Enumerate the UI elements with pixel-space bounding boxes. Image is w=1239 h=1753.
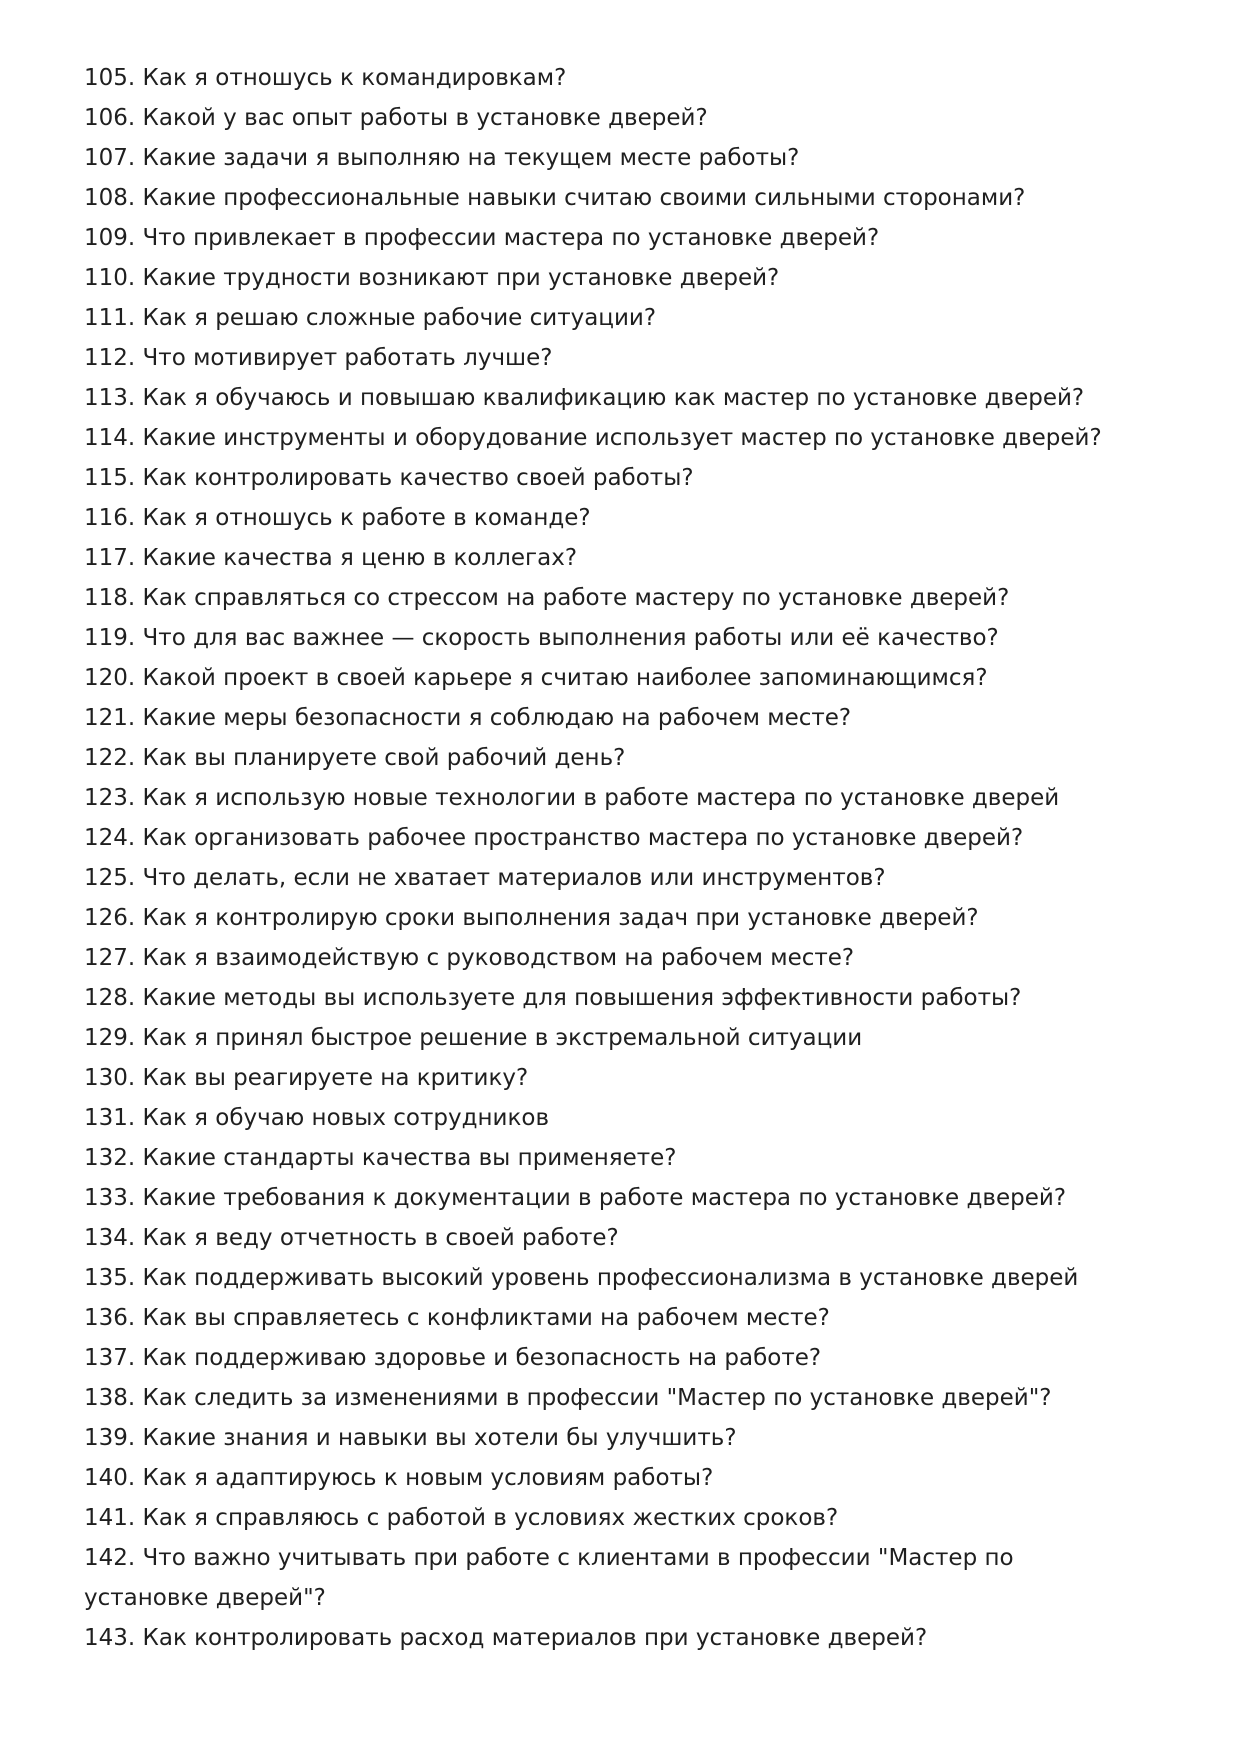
question-item (84, 978, 1124, 1018)
question-number: 130. (84, 1065, 136, 1091)
question-number: 137. (84, 1345, 136, 1371)
question-number: 114. (84, 425, 136, 451)
question-text: Какие трудности возникают при установке дверей? (142, 265, 780, 291)
question-number: 136. (84, 1305, 136, 1331)
question-number: 106. (84, 105, 136, 131)
question-item (84, 778, 1124, 818)
question-number: 123. (84, 785, 136, 811)
question-number: 110. (84, 265, 136, 291)
question-number: 119. (84, 625, 136, 651)
question-text: Какие качества я ценю в коллегах? (142, 545, 578, 571)
question-text: Что для вас важнее — скорость выполнения работы или её качество? (142, 625, 999, 651)
question-text: Что привлекает в профессии мастера по установке дверей? (142, 225, 880, 251)
question-item (84, 1498, 1124, 1538)
question-item (84, 578, 1124, 618)
question-number: 141. (84, 1505, 136, 1531)
question-number: 117. (84, 545, 136, 571)
question-number: 138. (84, 1385, 136, 1411)
question-text: Что важно учитывать при работе с клиентами в профессии "Мастер по установке дверей"? (84, 1545, 1014, 1611)
question-item (84, 1258, 1124, 1298)
question-item (84, 1178, 1124, 1218)
question-item (84, 538, 1124, 578)
question-item (84, 98, 1124, 138)
question-item (84, 498, 1124, 538)
question-number: 121. (84, 705, 136, 731)
question-item (84, 898, 1124, 938)
question-text: Как вы справляетесь с конфликтами на рабочем месте? (142, 1305, 830, 1331)
question-item (84, 378, 1124, 418)
question-item (84, 658, 1124, 698)
question-number: 112. (84, 345, 136, 371)
question-number: 132. (84, 1145, 136, 1171)
question-text: Как я обучаю новых сотрудников (142, 1105, 550, 1131)
question-item (84, 818, 1124, 858)
question-item (84, 1618, 1124, 1658)
question-list (84, 58, 1124, 1658)
question-number: 115. (84, 465, 136, 491)
question-item (84, 1098, 1124, 1138)
question-number: 113. (84, 385, 136, 411)
question-number: 135. (84, 1265, 136, 1291)
question-number: 109. (84, 225, 136, 251)
question-text: Как поддерживаю здоровье и безопасность на работе? (142, 1345, 822, 1371)
question-text: Как вы реагируете на критику? (142, 1065, 529, 1091)
question-number: 111. (84, 305, 136, 331)
question-number: 124. (84, 825, 136, 851)
question-text: Какие профессиональные навыки считаю своими сильными сторонами? (142, 185, 1026, 211)
question-number: 116. (84, 505, 136, 531)
question-item (84, 1298, 1124, 1338)
question-number: 126. (84, 905, 136, 931)
question-text: Как я веду отчетность в своей работе? (142, 1225, 619, 1251)
question-text: Какие инструменты и оборудование использует мастер по установке дверей? (142, 425, 1102, 451)
question-text: Как поддерживать высокий уровень профессионализма в установке дверей (142, 1265, 1079, 1291)
question-item (84, 138, 1124, 178)
question-number: 134. (84, 1225, 136, 1251)
question-item (84, 858, 1124, 898)
question-text: Как организовать рабочее пространство мастера по установке дверей? (142, 825, 1024, 851)
question-text: Какой у вас опыт работы в установке дверей? (142, 105, 708, 131)
question-item (84, 1018, 1124, 1058)
question-text: Как я решаю сложные рабочие ситуации? (142, 305, 657, 331)
question-number: 143. (84, 1625, 136, 1651)
question-text: Как контролировать расход материалов при установке дверей? (142, 1625, 928, 1651)
question-text: Как вы планируете свой рабочий день? (142, 745, 626, 771)
question-item (84, 258, 1124, 298)
question-item (84, 58, 1124, 98)
question-number: 105. (84, 65, 136, 91)
question-number: 139. (84, 1425, 136, 1451)
question-text: Какие знания и навыки вы хотели бы улучшить? (142, 1425, 737, 1451)
question-number: 122. (84, 745, 136, 771)
question-text: Какие требования к документации в работе мастера по установке дверей? (142, 1185, 1067, 1211)
question-item (84, 178, 1124, 218)
question-item (84, 338, 1124, 378)
question-item (84, 1418, 1124, 1458)
question-number: 107. (84, 145, 136, 171)
question-item (84, 1538, 1124, 1618)
question-text: Как я справляюсь с работой в условиях жестких сроков? (142, 1505, 839, 1531)
question-number: 125. (84, 865, 136, 891)
question-text: Как я контролирую сроки выполнения задач при установке дверей? (142, 905, 979, 931)
question-number: 108. (84, 185, 136, 211)
question-number: 142. (84, 1545, 136, 1571)
question-item (84, 1138, 1124, 1178)
question-number: 120. (84, 665, 136, 691)
question-text: Как контролировать качество своей работы? (142, 465, 694, 491)
question-text: Как я обучаюсь и повышаю квалификацию как мастер по установке дверей? (142, 385, 1085, 411)
question-number: 128. (84, 985, 136, 1011)
question-item (84, 1218, 1124, 1258)
question-number: 118. (84, 585, 136, 611)
question-text: Какие задачи я выполняю на текущем месте работы? (142, 145, 800, 171)
question-text: Что делать, если не хватает материалов или инструментов? (142, 865, 886, 891)
question-item (84, 1378, 1124, 1418)
question-text: Как я использую новые технологии в работе мастера по установке дверей (142, 785, 1060, 811)
question-item (84, 218, 1124, 258)
question-text: Как я отношусь к командировкам? (142, 65, 567, 91)
question-item (84, 298, 1124, 338)
question-item (84, 618, 1124, 658)
question-text: Какие меры безопасности я соблюдаю на рабочем месте? (142, 705, 852, 731)
question-text: Какой проект в своей карьере я считаю наиболее запоминающимся? (142, 665, 988, 691)
question-item (84, 418, 1124, 458)
question-item (84, 458, 1124, 498)
question-text: Какие стандарты качества вы применяете? (142, 1145, 677, 1171)
question-text: Как я отношусь к работе в команде? (142, 505, 591, 531)
question-text: Что мотивирует работать лучше? (142, 345, 553, 371)
question-text: Как я принял быстрое решение в экстремальной ситуации (142, 1025, 863, 1051)
question-item (84, 698, 1124, 738)
question-text: Какие методы вы используете для повышения эффективности работы? (142, 985, 1022, 1011)
question-text: Как следить за изменениями в профессии "Мастер по установке дверей"? (142, 1385, 1052, 1411)
question-item (84, 938, 1124, 978)
question-text: Как справляться со стрессом на работе мастеру по установке дверей? (142, 585, 1010, 611)
question-number: 129. (84, 1025, 136, 1051)
question-item (84, 1458, 1124, 1498)
question-number: 140. (84, 1465, 136, 1491)
document-page (84, 58, 1124, 1658)
question-number: 131. (84, 1105, 136, 1131)
question-item (84, 1058, 1124, 1098)
question-item (84, 1338, 1124, 1378)
question-number: 127. (84, 945, 136, 971)
question-number: 133. (84, 1185, 136, 1211)
question-text: Как я адаптируюсь к новым условиям работы? (142, 1465, 714, 1491)
question-item (84, 738, 1124, 778)
question-text: Как я взаимодействую с руководством на рабочем месте? (142, 945, 855, 971)
